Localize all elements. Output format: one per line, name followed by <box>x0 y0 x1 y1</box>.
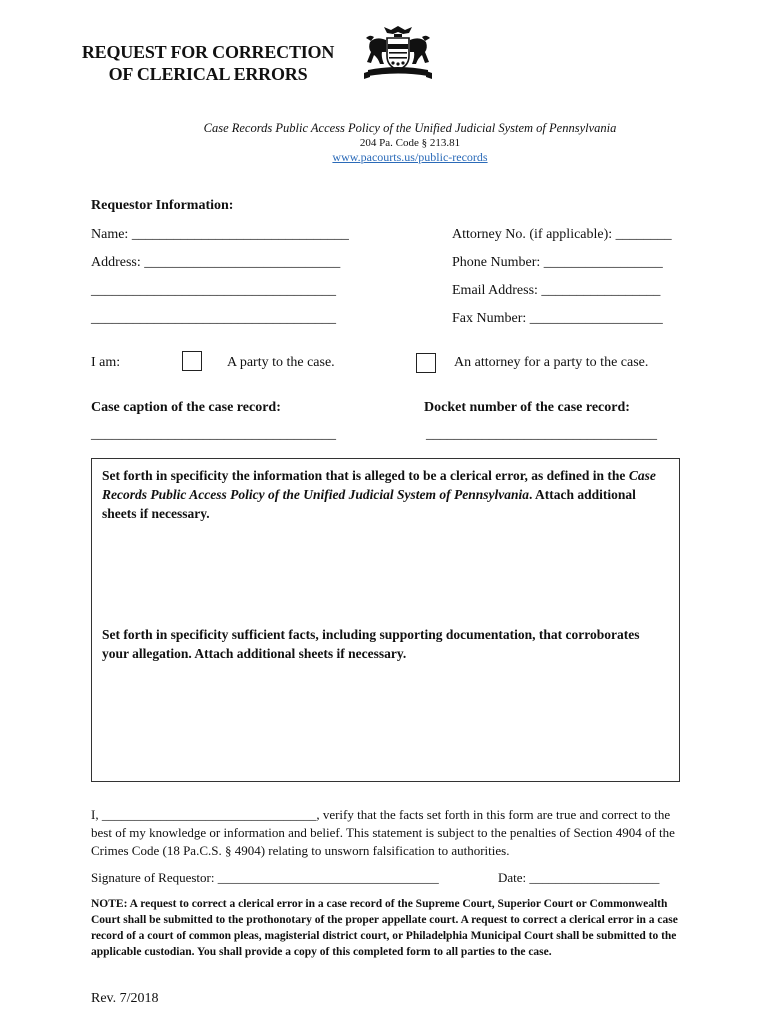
attorney-number-field[interactable]: Attorney No. (if applicable): ________ <box>452 227 672 242</box>
docket-number-label: Docket number of the case record: <box>424 400 630 415</box>
requestor-heading: Requestor Information: <box>91 198 234 213</box>
public-records-link[interactable]: www.pacourts.us/public-records <box>332 150 488 164</box>
revision-date: Rev. 7/2018 <box>91 991 159 1006</box>
form-title <box>68 41 348 85</box>
attorney-option-label: An attorney for a party to the case. <box>454 355 649 370</box>
email-address-field[interactable]: Email Address: _________________ <box>452 283 661 298</box>
verification-statement: I, _________________________________, verify that the facts set forth in this form are true and correct to the best of my knowledge or information and belief. This statement is subject to the penalties of Section 4904 of the Crimes Code (18 Pa.C.S. § 4904) relating to unsworn falsification to authorities. <box>91 807 675 858</box>
party-option-label: A party to the case. <box>227 355 335 370</box>
form-title-line1: REQUEST FOR CORRECTION <box>81 42 335 62</box>
role-label: I am: <box>91 355 121 370</box>
case-caption-field[interactable]: ___________________________________ <box>91 427 336 442</box>
pennsylvania-seal-icon <box>360 24 436 80</box>
clerical-error-prompt: Set forth in specificity the information that is alleged to be a clerical error, as defined in the Case Records Public Access Policy of the Unified Judicial System of Pennsylvania. Attach additional sheets if necessary. <box>102 468 656 521</box>
filing-note: NOTE: A request to correct a clerical error in a case record of the Supreme Court, Superior Court or Commonwealth Court shall be submitted to the prothonotary of the proper appellate court. A request to correct a clerical error in a case record of a court of common pleas, magisterial district court, or Philadelphia Municipal Court shall be submitted to the applicable custodian. You shall provide a copy of this completed form to all parties to the case. <box>91 898 678 958</box>
phone-number-field[interactable]: Phone Number: _________________ <box>452 255 663 270</box>
party-checkbox[interactable] <box>182 351 202 371</box>
address-field[interactable]: Address: ____________________________ <box>91 255 341 270</box>
attorney-checkbox[interactable] <box>416 353 436 373</box>
policy-citation: Case Records Public Access Policy of the Unified Judicial System of Pennsylvania <box>203 121 617 135</box>
address-line-2[interactable]: ___________________________________ <box>91 283 336 298</box>
address-line-3[interactable]: ___________________________________ <box>91 311 336 326</box>
date-field[interactable]: Date: ____________________ <box>498 870 660 885</box>
supporting-facts-prompt: Set forth in specificity sufficient facts, including supporting documentation, that corroborates your allegation. Attach additional sheets if necessary. <box>102 627 640 661</box>
name-field[interactable]: Name: _______________________________ <box>91 227 349 242</box>
fax-number-field[interactable]: Fax Number: ___________________ <box>452 311 663 326</box>
docket-number-field[interactable]: _________________________________ <box>426 427 657 442</box>
form-title-line2: OF CLERICAL ERRORS <box>108 64 308 84</box>
clerical-error-box[interactable] <box>91 458 680 782</box>
code-citation: 204 Pa. Code § 213.81 <box>359 137 461 149</box>
case-caption-label: Case caption of the case record: <box>91 400 281 415</box>
signature-field[interactable]: Signature of Requestor: __________________________________ <box>91 870 439 885</box>
